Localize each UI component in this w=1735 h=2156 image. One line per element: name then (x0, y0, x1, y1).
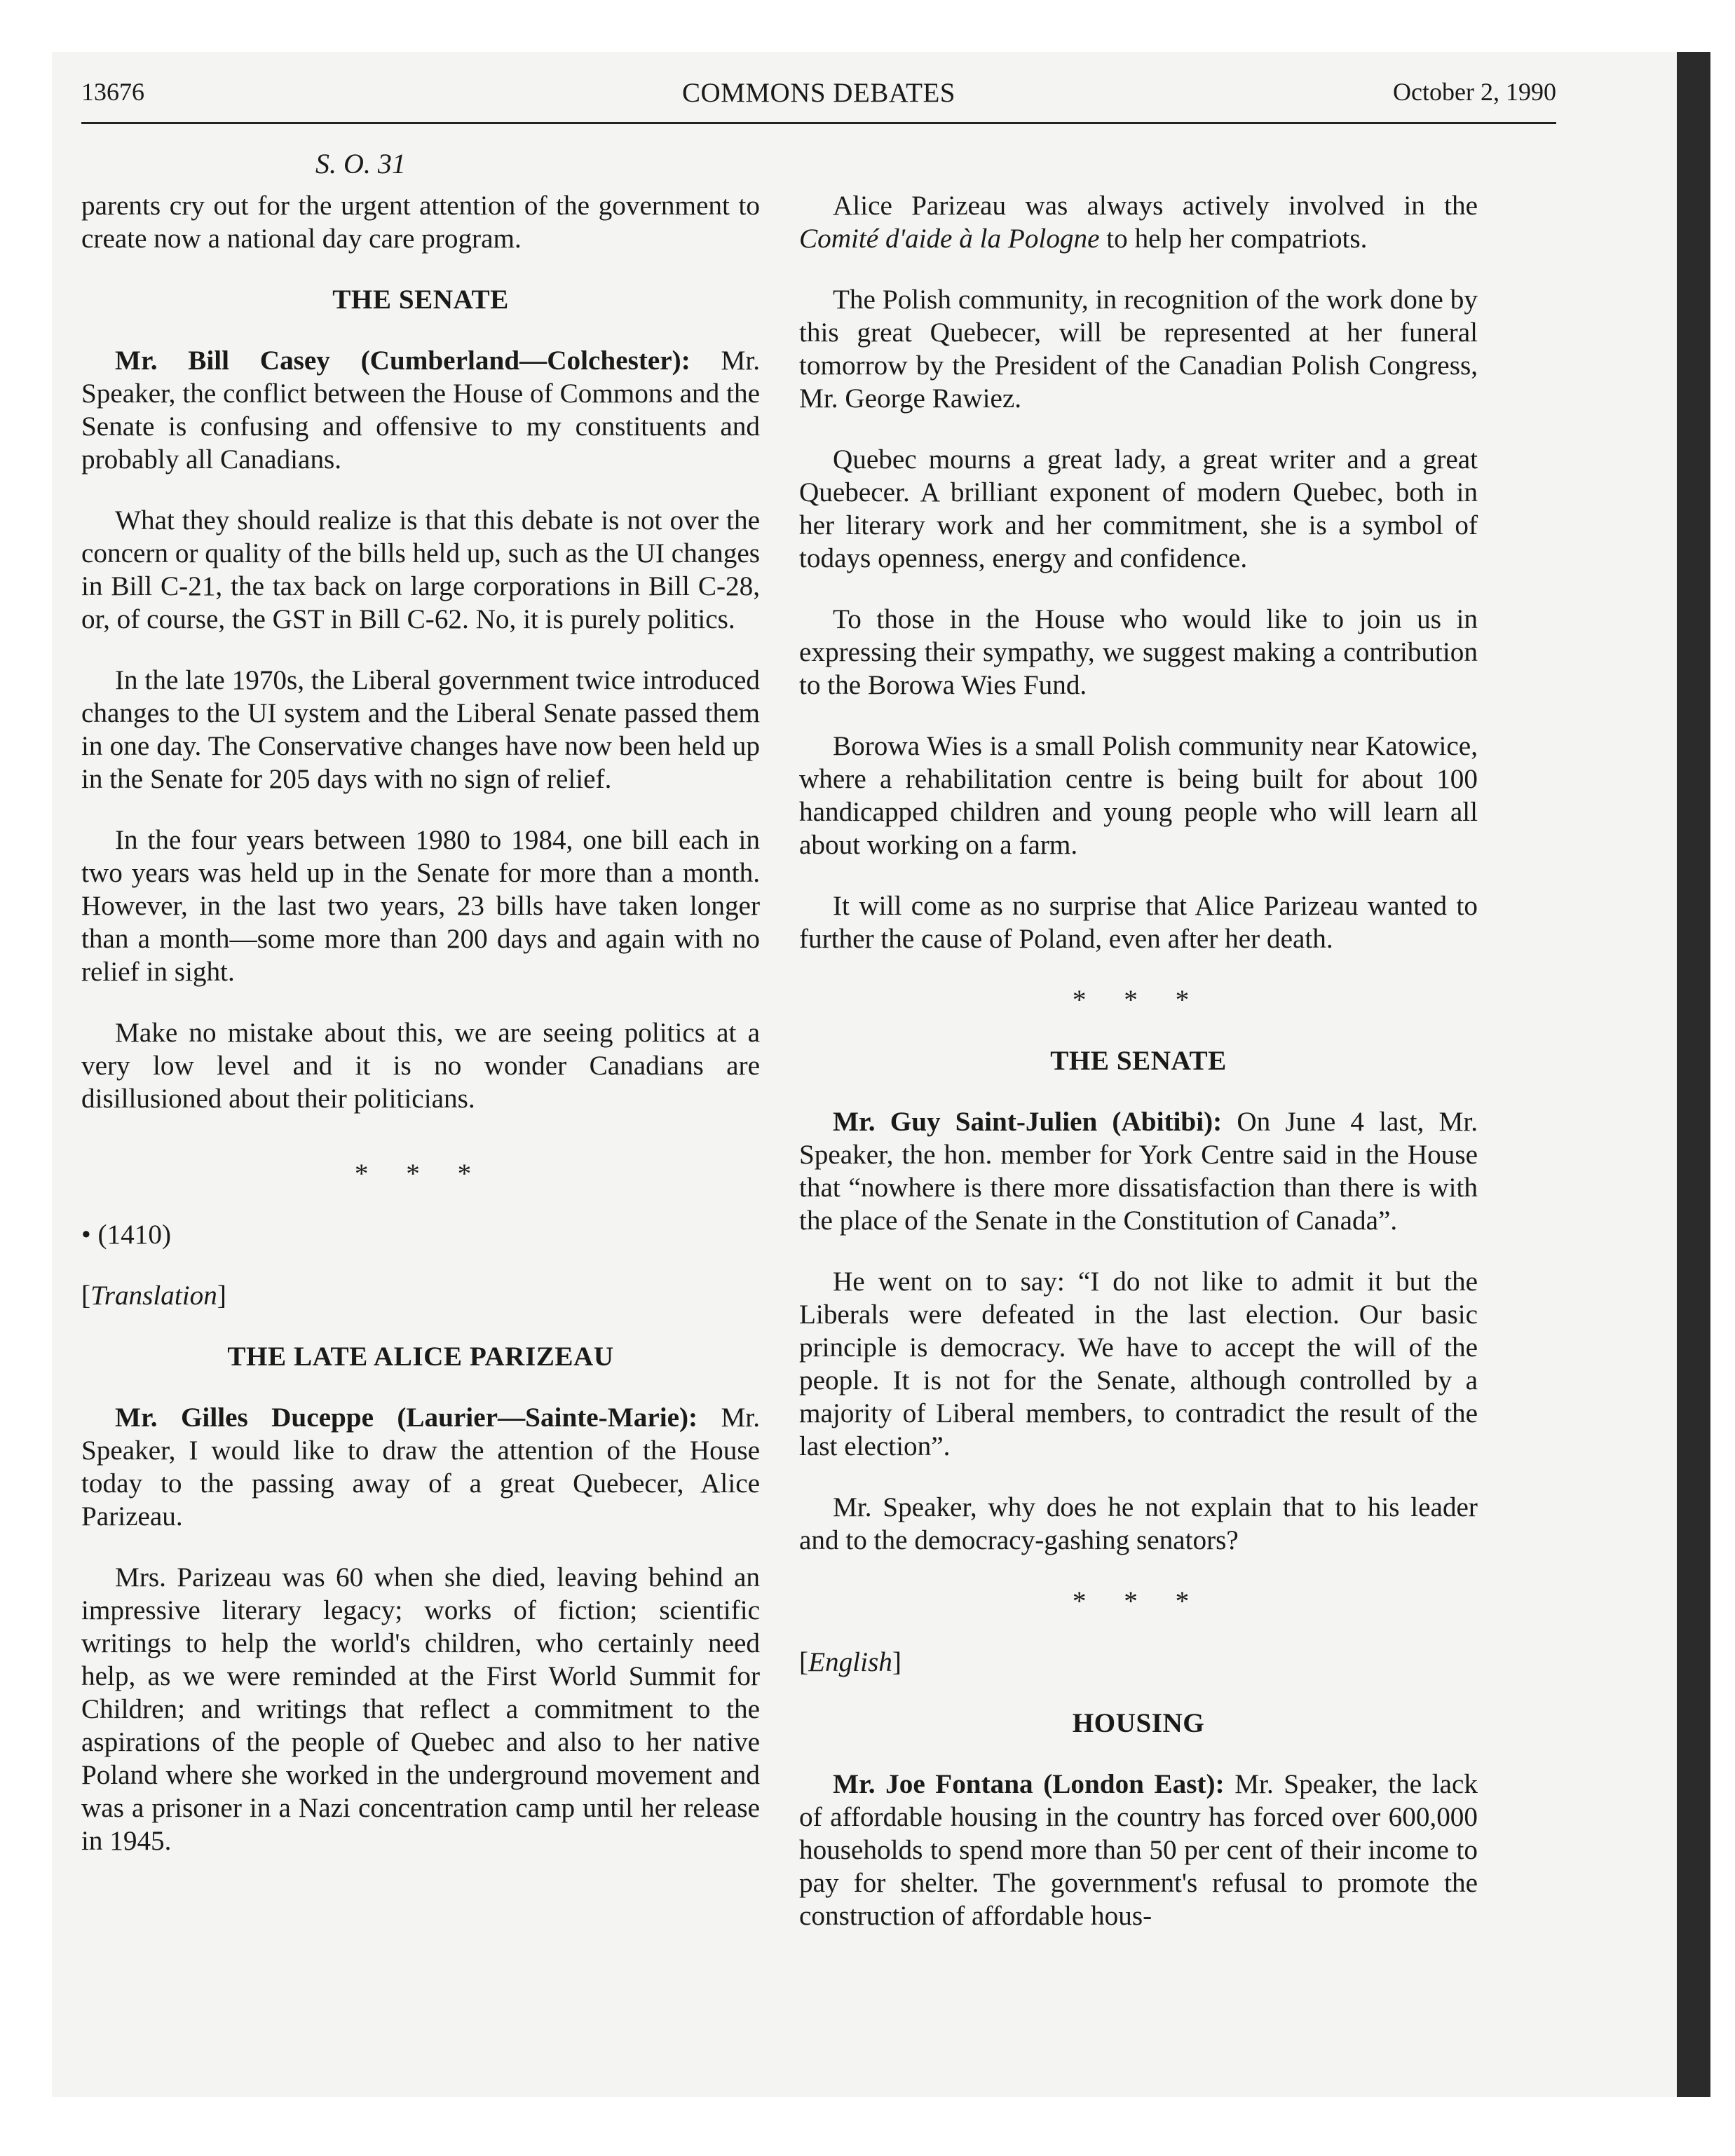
bracket-close: ] (892, 1647, 901, 1677)
paragraph: In the four years between 1980 to 1984, one bill each in two years was held up in the Senate for more than a month. However, in the last two years, 23 bills have taken longer than a month—some more than 200 days and again with no relief in sight. (81, 825, 760, 987)
section-reference: S. O. 31 (315, 148, 406, 179)
speech-text: Mr. Speaker, I would like to draw the attention of the House today to the passing away of a great Quebecer, Alice Parizeau. (81, 1403, 760, 1531)
bracket-close: ] (217, 1281, 226, 1311)
speaker-name: Mr. Joe Fontana (London East): (833, 1769, 1225, 1799)
paragraph: Quebec mourns a great lady, a great writer and a great Quebecer. A brilliant exponent of modern Quebec, both in her literary work and her commitment, she is a symbol of todays openness, energy and confidence. (799, 444, 1478, 573)
paragraph: The Polish community, in recognition of the work done by this great Quebecer, will be represented at her funeral tomorrow by the President of the Canadian Polish Congress, Mr. George Rawiez. (799, 285, 1478, 414)
section-heading: THE SENATE (1050, 1046, 1227, 1076)
language-tag (81, 1279, 760, 1312)
bracket-open: [ (799, 1647, 809, 1677)
paragraph: What they should realize is that this debate is not over the concern or quality of the bills held up, such as the UI changes in Bill C-21, the tax back on large corporations in Bill C-28, or, of course, the GST in Bill C-62. No, it is purely politics. (81, 505, 760, 634)
section-heading: THE SENATE (332, 285, 509, 315)
left-column (81, 189, 760, 1885)
section-separator: * * * (1072, 1586, 1205, 1616)
text-run: to help her compatriots. (1099, 224, 1368, 254)
speaker-name: Mr. Guy Saint-Julien (Abitibi): (833, 1107, 1223, 1137)
bracket-open: [ (81, 1281, 91, 1311)
scan-edge-bar (1677, 52, 1710, 2097)
paragraph: Mrs. Parizeau was 60 when she died, leaving behind an impressive literary legacy; works of fiction; scientific writings to help the world's children, who certainly need help, as we were reminded at the First World Summit for Children; and writings that reflect a commitment to the aspirations of the people of Quebec and also to her native Poland where she worked in the underground movement and was a prisoner in a Nazi concentration camp until her release in 1945. (81, 1562, 760, 1856)
section-separator: * * * (354, 1159, 487, 1189)
time-marker: • (1410) (81, 1220, 171, 1250)
paragraph (81, 344, 760, 476)
paragraph (799, 1768, 1478, 1932)
publication-title: COMMONS DEBATES (682, 78, 955, 108)
speaker-name: Mr. Gilles Duceppe (Laurier—Sainte-Marie): (115, 1403, 698, 1433)
paragraph (799, 189, 1478, 255)
page-header (81, 73, 1556, 124)
section-separator: * * * (1072, 985, 1205, 1015)
section-heading: THE LATE ALICE PARIZEAU (227, 1342, 614, 1372)
paragraph (799, 1105, 1478, 1237)
speaker-name: Mr. Bill Casey (Cumberland—Colchester): (115, 346, 690, 376)
italic-title: Comité d'aide à la Pologne (799, 224, 1100, 254)
paragraph: parents cry out for the urgent attention of the government to create now a national day care program. (81, 191, 760, 254)
paragraph: Make no mistake about this, we are seeing politics at a very low level and it is no wonder Canadians are disillusioned about their politicians. (81, 1018, 760, 1114)
speech-text: On June 4 last, Mr. Speaker, the hon. member for York Centre said in the House that “nowhere is there more dissatisfaction than there is with the place of the Senate in the Constitution of Canada”. (799, 1107, 1478, 1236)
paragraph: It will come as no surprise that Alice Parizeau wanted to further the cause of Poland, even after her death. (799, 891, 1478, 954)
paragraph: He went on to say: “I do not like to admit it but the Liberals were defeated in the last election. Our basic principle is democracy. We have to accept the will of the people. It is not for the Senate, although controlled by a majority of Liberal members, to contradict the result of the last election”. (799, 1267, 1478, 1461)
paragraph: In the late 1970s, the Liberal government twice introduced changes to the UI system and the Liberal Senate passed them in one day. The Conservative changes have now been held up in the Senate for 205 days with no sign of relief. (81, 665, 760, 794)
text-run: Alice Parizeau was always actively involved in the (833, 191, 1478, 221)
speech-text: Mr. Speaker, the lack of affordable housing in the country has forced over 600,000 households to spend more than 50 per cent of their income to pay for shelter. The government's refusal to promote the construction of affordable hous- (799, 1769, 1478, 1931)
page-number: 13676 (81, 78, 144, 106)
language-name: Translation (90, 1281, 217, 1311)
section-heading: HOUSING (1072, 1708, 1205, 1738)
paragraph: To those in the House who would like to join us in expressing their sympathy, we suggest making a contribution to the Borowa Wies Fund. (799, 604, 1478, 700)
language-name: English (808, 1647, 892, 1677)
paragraph (81, 1401, 760, 1533)
paragraph: Mr. Speaker, why does he not explain that to his leader and to the democracy-gashing senators? (799, 1492, 1478, 1555)
language-tag (799, 1646, 1478, 1679)
speech-text: Mr. Speaker, the conflict between the House of Commons and the Senate is confusing and offensive to my constituents and probably all Canadians. (81, 346, 761, 475)
paragraph: Borowa Wies is a small Polish community near Katowice, where a rehabilitation centre is being built for about 100 handicapped children and young people who will learn all about working on a farm. (799, 731, 1478, 860)
right-column (799, 189, 1478, 1960)
publication-date: October 2, 1990 (1393, 78, 1556, 106)
